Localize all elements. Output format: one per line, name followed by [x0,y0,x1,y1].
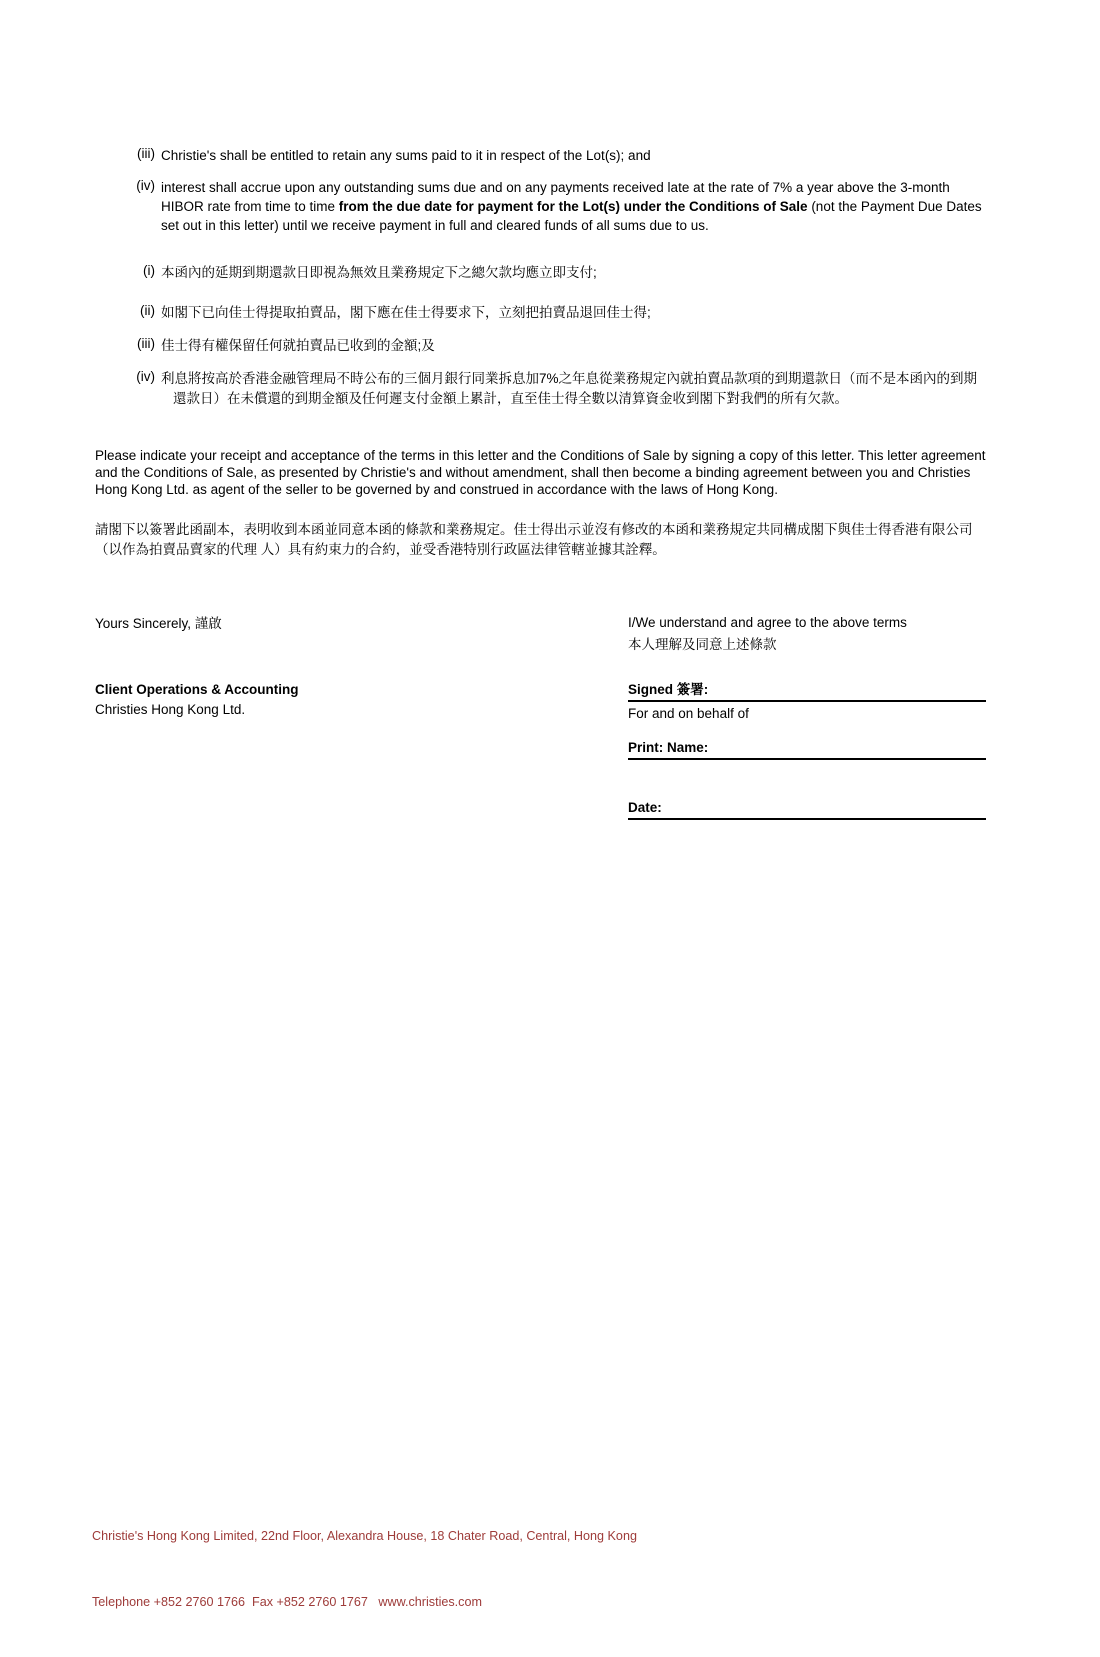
term-text: 佳士得有權保留任何就拍賣品已收到的金額;及 [161,338,435,353]
term-zh-iii [95,336,987,356]
term-text-pre: interest shall accrue upon any outstanding sums due and on any payments received late at the rate of 7% a year above the 3-month HIBOR rate from time to time [161,180,950,214]
term-text [161,178,987,235]
print-name-label-with-line: Print: Name: [628,740,986,760]
closing-company: Christies Hong Kong Ltd. [95,702,246,717]
term-text: Christie's shall be entitled to retain any sums paid to it in respect of the Lot(s); and [161,148,651,163]
closing-department: Client Operations & Accounting [95,682,299,697]
date-label-with-line: Date: [628,800,986,820]
footer-address: Christie's Hong Kong Limited, 22nd Floor, Alexandra House, 18 Chater Road, Central, Hong Kong [92,1529,637,1543]
term-text: 本函內的延期到期還款日即視為無效且業務規定下之總欠款均應立即支付; [161,265,597,280]
term-zh-ii [95,303,987,323]
term-text-post: (not the Payment Due Dates set out in this letter) until we receive payment in full and cleared funds of all sums due to us. [161,199,982,233]
term-text-bold: from the due date for payment for the Lot(s) under the Conditions of Sale [338,199,808,214]
term-zh-iv [95,369,987,409]
print-name-field [628,740,986,760]
closing-salutation: Yours Sincerely, 謹啟 [95,616,222,631]
signed-label-with-line: Signed 簽署: [628,682,986,702]
date-field [628,800,986,820]
term-zh-i [95,263,987,283]
footer-contact: Telephone +852 2760 1766 Fax +852 2760 1767 www.christies.com [92,1595,482,1609]
acceptance-paragraph-english: Please indicate your receipt and acceptance of the terms in this letter and the Conditions of Sale by signing a copy of this letter. This letter agreement and the Conditions of Sale, as presented by Christie's and without amendment, shall then become a binding agreement between you and Christies Hong Kong Ltd. as agent of the seller to be governed by and construed in accordance with the laws of Hong Kong. [95,448,986,497]
acceptance-paragraph-chinese: 請閣下以簽署此函副本，表明收到本函並同意本函的條款和業務規定。佳士得出示並沒有修改的本函和業務規定共同構成閣下與佳士得香港有限公司（以作為拍賣品賣家的代理 人）具有約束力的合約，並受香港特別行政區法律管轄並據其詮釋。 [95,522,973,557]
term-en-iv [95,178,987,235]
agreement-statement-english: I/We understand and agree to the above terms [628,615,907,630]
closing-block [95,614,515,719]
terms-list-chinese [95,263,987,409]
terms-list-english [95,146,987,248]
agreement-statement-chinese: 本人理解及同意上述條款 [628,637,777,652]
term-number: (iv) [136,369,155,384]
term-text: 如閣下已向佳士得提取拍賣品，閣下應在佳士得要求下，立刻把拍賣品退回佳士得; [161,305,651,320]
for-and-on-behalf-text: For and on behalf of [628,706,749,721]
term-number: (iv) [136,178,155,193]
term-number: (i) [143,263,155,278]
term-number: (iii) [137,336,155,351]
term-number: (iii) [137,146,155,161]
agreement-signature-block [628,613,986,820]
term-en-iii [95,146,987,165]
term-number: (ii) [140,303,155,318]
term-text: 利息將按高於香港金融管理局不時公布的三個月銀行同業拆息加7%之年息從業務規定內就拍賣品款項的到期還款日（而不是本函內的到期還款日）在未償還的到期金額及任何遲支付金額上累計，直至佳士得全數以清算資金收到閣下對我們的所有欠款。 [161,371,978,406]
letterhead-footer [92,1481,992,1657]
signed-field [628,682,986,723]
